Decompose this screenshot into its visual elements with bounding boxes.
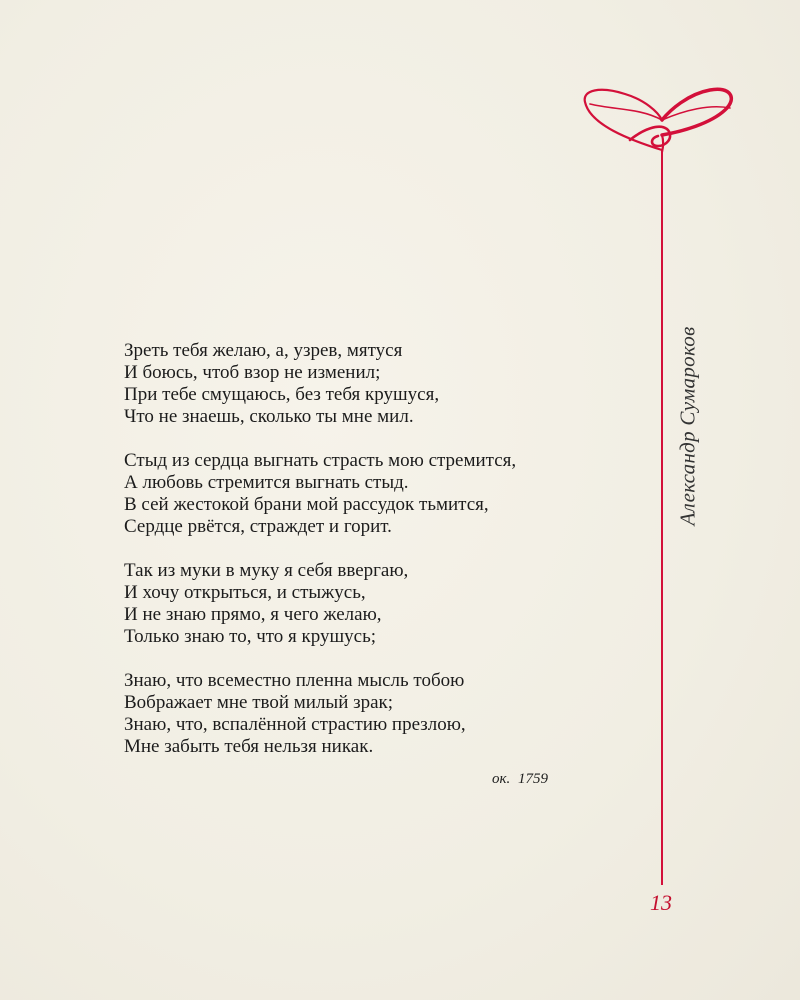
- poem: [124, 340, 644, 780]
- poem-line: Только знаю то, что я крушусь;: [124, 626, 377, 647]
- calligraphic-flourish-icon: [570, 80, 740, 180]
- poem-line: Вображает мне твой милый зрак;: [124, 692, 394, 713]
- poem-line: И боюсь, чтоб взор не изменил;: [124, 362, 381, 383]
- poem-line: А любовь стремится выгнать стыд.: [124, 472, 409, 493]
- poem-line: Что не знаешь, сколько ты мне мил.: [124, 406, 414, 427]
- stanza: [124, 450, 644, 538]
- poem-line: И не знаю прямо, я чего желаю,: [124, 604, 382, 625]
- poem-line: В сей жестокой брани мой рассудок тьмится,: [124, 494, 489, 515]
- author-name: Александр Сумароков: [675, 326, 700, 526]
- poem-line: Знаю, что всеместно пленна мысль тобою: [124, 670, 465, 691]
- poem-line: И хочу открыться, и стыжусь,: [124, 582, 366, 603]
- poem-date: ок. 1759: [492, 771, 549, 787]
- page-number: 13: [650, 890, 672, 915]
- stanza: [124, 340, 644, 428]
- vertical-rule: [661, 150, 663, 885]
- poem-line: Так из муки в муку я себя ввергаю,: [124, 560, 409, 581]
- poem-line: Сердце рвётся, страждет и горит.: [124, 516, 392, 537]
- poem-line: Знаю, что, вспалённой страстию презлою,: [124, 714, 466, 735]
- poem-line: Зреть тебя желаю, а, узрев, мятуся: [124, 340, 403, 361]
- poem-line: Стыд из сердца выгнать страсть мою стремится,: [124, 450, 517, 471]
- poem-line: Мне забыть тебя нельзя никак.: [124, 736, 374, 757]
- stanza: [124, 670, 644, 758]
- poem-line: При тебе смущаюсь, без тебя крушуся,: [124, 384, 440, 405]
- stanza: [124, 560, 644, 648]
